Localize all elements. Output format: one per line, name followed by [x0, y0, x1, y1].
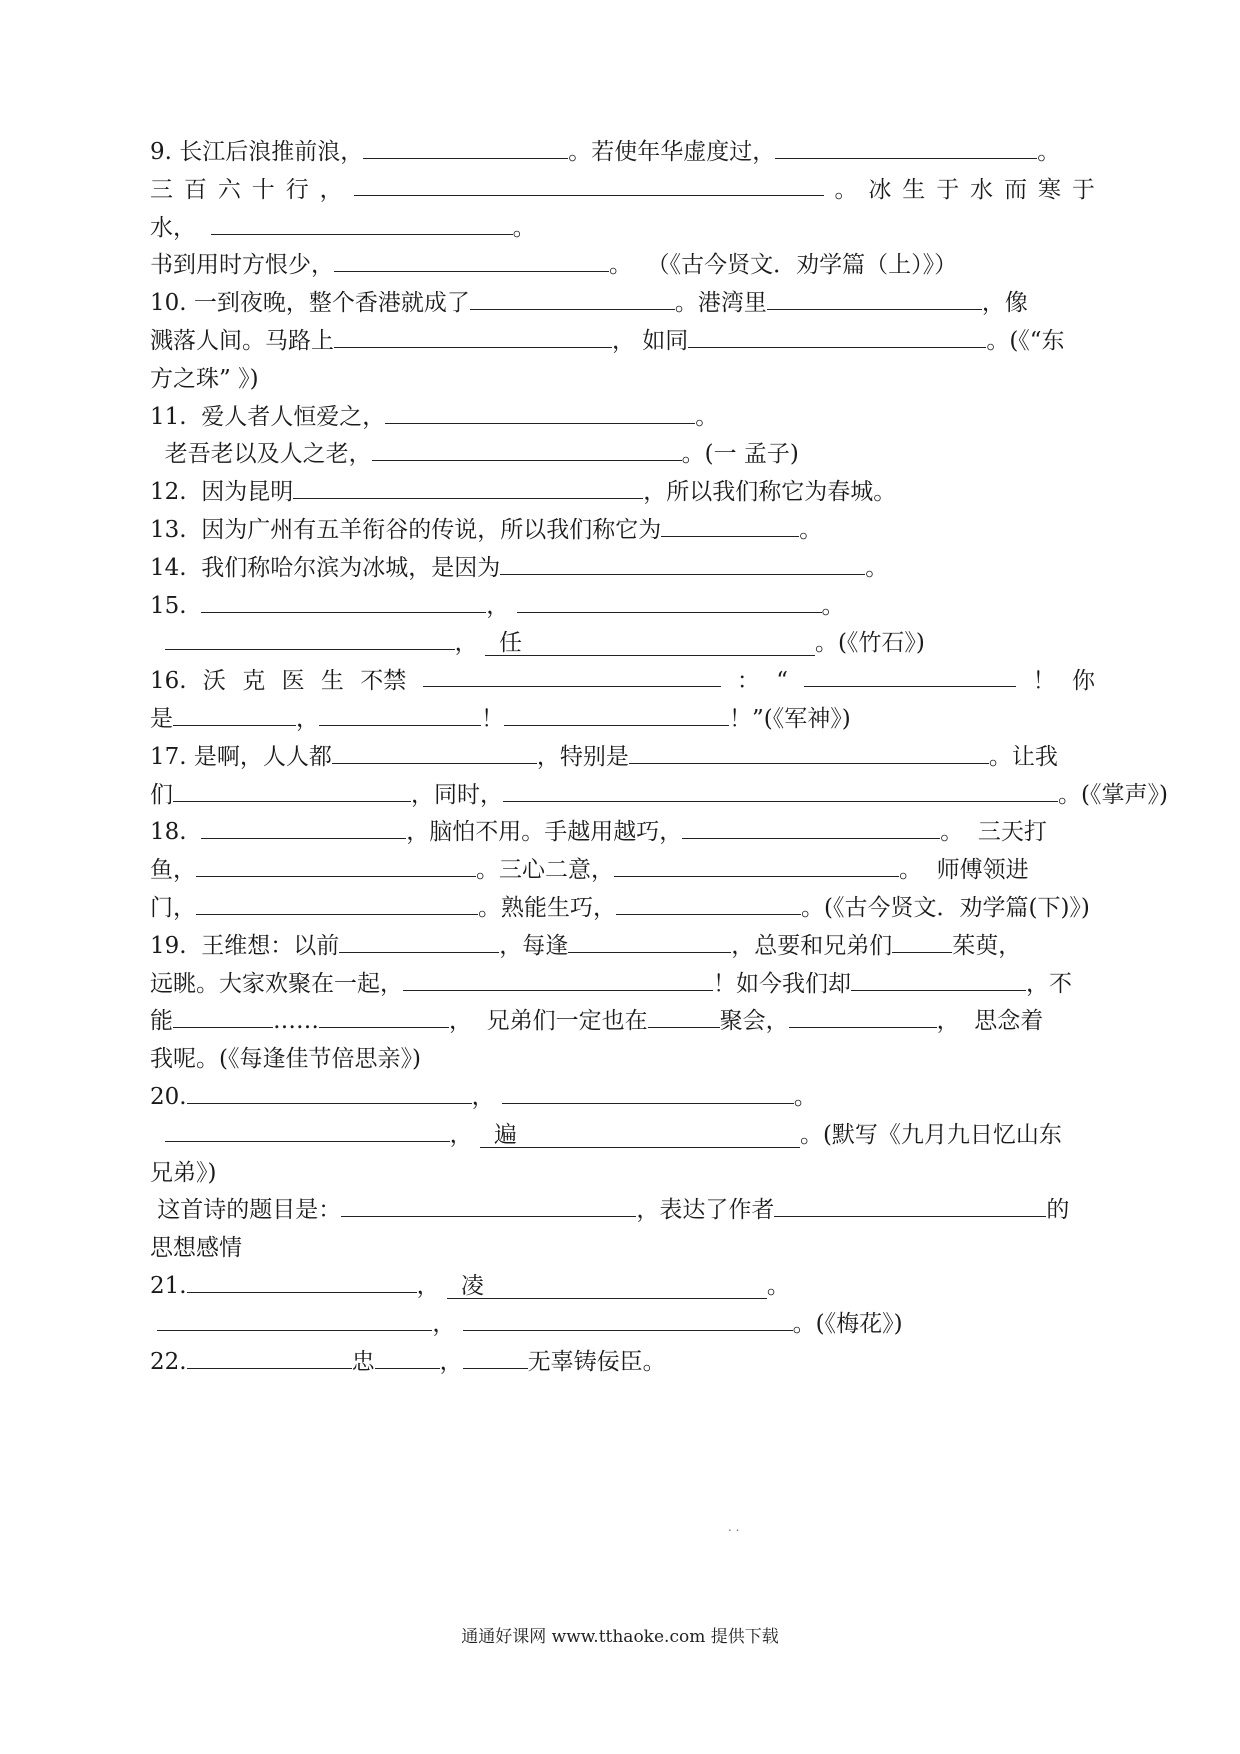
exercise-line — [150, 661, 1095, 701]
scan-dots: . . — [728, 1520, 740, 1534]
question-text: ， 思念着 — [936, 1008, 1044, 1035]
question-text: 。(一 孟子) — [681, 441, 799, 468]
question-text: 鱼， — [150, 857, 196, 884]
answer-blank[interactable] — [201, 813, 406, 839]
exercise-line — [150, 1001, 1095, 1041]
answer-blank[interactable] — [517, 587, 822, 613]
question-text: ，同时， — [411, 781, 503, 808]
exercise-line — [150, 208, 1095, 248]
answer-blank[interactable] — [173, 1002, 273, 1028]
question-text: 门， — [150, 895, 196, 921]
answer-blank[interactable] — [196, 851, 476, 877]
question-text: “ — [776, 668, 788, 695]
question-text: 是 — [150, 706, 173, 732]
question-text: 。 — [834, 176, 858, 203]
question-text: 思想感情 — [150, 1235, 242, 1262]
answer-blank[interactable] — [363, 133, 568, 159]
question-text: ， — [471, 1084, 502, 1110]
question-text: 15. — [150, 592, 202, 619]
question-text: ，表达了作者 — [636, 1197, 775, 1224]
question-text: ： — [736, 668, 760, 695]
question-text: ，所以我们称它为春城。 — [643, 479, 897, 506]
question-text: 。港湾里 — [674, 290, 767, 317]
exercise-line — [150, 623, 1095, 663]
exercise-line — [150, 397, 1095, 437]
question-text: ， — [486, 592, 517, 619]
exercise-line — [150, 926, 1095, 966]
answer-blank[interactable] — [463, 1343, 528, 1369]
exercise-line — [150, 434, 1095, 474]
answer-blank[interactable] — [372, 435, 682, 461]
question-text: 水， — [150, 214, 196, 241]
question-text: ， — [432, 1310, 463, 1337]
question-text: 水 — [970, 176, 994, 203]
question-text: 19. 王维想：以前 — [150, 932, 340, 959]
question-text: 寒 — [1037, 176, 1061, 203]
question-text: 。(《梅花》) — [792, 1310, 903, 1337]
question-text: 方之珠” 》) — [150, 365, 259, 392]
answer-blank[interactable] — [504, 700, 729, 726]
question-text: 三 — [150, 176, 173, 203]
question-text: ！ — [1032, 668, 1056, 695]
answer-blank[interactable] — [187, 1078, 472, 1104]
exercise-line — [150, 1228, 1095, 1268]
answer-blank[interactable] — [616, 889, 801, 915]
answer-blank[interactable] — [503, 776, 1058, 802]
question-text: 。 三天打 — [940, 819, 1047, 846]
question-text: 而 — [1004, 176, 1028, 203]
answer-blank[interactable] — [463, 1305, 793, 1331]
question-text: ，特别是 — [536, 743, 629, 770]
exercise-line — [150, 472, 1095, 512]
question-text: 16. — [150, 668, 187, 695]
question-text: 行 — [285, 176, 309, 203]
exercise-line — [150, 586, 1095, 626]
exercise-line — [150, 245, 1095, 285]
question-text: 生 — [902, 176, 926, 203]
question-text: ，像 — [981, 290, 1028, 317]
exercise-line — [150, 737, 1095, 777]
question-text: 沃 — [202, 668, 226, 695]
answer-blank[interactable] — [614, 851, 899, 877]
answer-blank[interactable]: 遍 — [480, 1122, 800, 1148]
question-text: 22. — [150, 1348, 187, 1375]
answer-blank[interactable] — [354, 170, 824, 196]
answer-blank[interactable] — [334, 246, 609, 272]
question-text: 冰 — [868, 176, 892, 203]
question-text: 13. 因为广州有五羊衔谷的传说，所以我们称它为 — [150, 517, 662, 543]
question-text: ！如今我们却 — [713, 970, 851, 997]
answer-blank[interactable] — [403, 965, 713, 991]
exercise-line — [150, 283, 1095, 323]
question-text — [150, 623, 165, 663]
question-text: ！ — [481, 706, 504, 732]
question-text: 。让我 — [988, 743, 1058, 770]
question-text: 茱萸， — [952, 932, 1022, 959]
answer-blank[interactable] — [423, 661, 721, 687]
question-text: 于 — [936, 176, 960, 203]
question-text: 21. — [150, 1273, 187, 1299]
answer-blank[interactable] — [500, 549, 865, 575]
question-text: 。 — [793, 1084, 817, 1110]
question-text: 兄弟》) — [150, 1159, 217, 1186]
answer-blank[interactable] — [339, 927, 499, 953]
question-text: 。 — [512, 214, 536, 241]
answer-blank[interactable] — [334, 322, 612, 348]
question-text: 六 — [217, 176, 241, 203]
answer-blank[interactable] — [341, 1191, 636, 1217]
exercise-line — [150, 1266, 1095, 1306]
question-text: 。 — [1037, 139, 1061, 165]
exercise-line — [150, 775, 1168, 815]
answer-blank[interactable] — [319, 1002, 449, 1028]
exercise-line — [150, 1342, 1095, 1382]
question-text: 于 — [1071, 176, 1095, 203]
question-text: 11. 爱人者人恒爱之， — [150, 403, 386, 430]
question-text: 这首诗的题目是： — [150, 1197, 342, 1224]
question-text: 。 — [865, 554, 889, 581]
question-text: ， — [439, 1348, 463, 1375]
page-footer: 通通好课网 www.tthaoke.com 提供下载 — [461, 1627, 779, 1647]
question-text: 9. 长江后浪推前浪， — [150, 139, 364, 165]
answer-blank[interactable] — [767, 284, 982, 310]
question-text — [150, 1115, 165, 1155]
question-text: 。若使年华虚度过， — [568, 139, 776, 165]
answer-blank[interactable] — [502, 1078, 794, 1104]
exercise-line — [150, 699, 1095, 739]
question-text: 。 — [799, 517, 823, 543]
answer-blank[interactable] — [196, 889, 478, 915]
question-text: 你 — [1071, 668, 1095, 695]
exercise-line — [150, 1304, 1095, 1344]
question-text: 。(《古今贤文．劝学篇(下)》) — [801, 895, 1090, 921]
question-text: 。(《竹石》) — [814, 630, 925, 657]
question-text: …… — [273, 1008, 319, 1035]
question-text: ，总要和兄弟们 — [731, 932, 893, 959]
exercise-line — [150, 888, 1095, 928]
question-text: 远眺。大家欢聚在一起， — [150, 970, 403, 997]
answer-blank[interactable] — [165, 624, 455, 650]
exercise-line — [150, 964, 1095, 1004]
answer-blank[interactable] — [470, 284, 675, 310]
question-text: 溅落人间。马路上 — [150, 328, 334, 354]
answer-blank[interactable] — [789, 1002, 937, 1028]
answer-blank[interactable] — [319, 700, 481, 726]
question-text: 。 — [695, 403, 719, 430]
question-text: ， — [319, 176, 343, 203]
exercise-line — [150, 359, 1095, 399]
question-text: ， — [296, 706, 319, 732]
answer-blank[interactable] — [187, 1343, 352, 1369]
question-text: 能 — [150, 1008, 173, 1035]
question-text: 。熟能生巧， — [478, 895, 616, 921]
exercise-line — [150, 321, 1095, 361]
answer-blank[interactable] — [892, 927, 952, 953]
question-text: 17. 是啊，人人都 — [150, 743, 332, 770]
answer-blank[interactable] — [851, 965, 1026, 991]
exercise-line — [150, 170, 1095, 210]
question-text: 。三心二意， — [476, 857, 614, 884]
answer-blank[interactable] — [688, 322, 986, 348]
answer-blank[interactable] — [568, 927, 731, 953]
exercise-line — [150, 1039, 1095, 1079]
answer-blank[interactable] — [332, 738, 537, 764]
question-text: 。(默写《九月九日忆山东 — [799, 1121, 1062, 1148]
exercise-line — [150, 132, 1095, 172]
question-text — [196, 208, 211, 248]
answer-blank[interactable] — [682, 813, 940, 839]
question-text: ，每逢 — [499, 932, 569, 959]
question-text: ， — [449, 1121, 480, 1148]
question-text: 不禁 — [360, 668, 407, 695]
question-text: ， — [416, 1273, 447, 1299]
exercise-line — [150, 850, 1095, 890]
answer-blank[interactable]: 任 — [485, 630, 815, 656]
question-text: 12. 因为昆明 — [150, 479, 294, 506]
answer-blank[interactable]: 凌 — [447, 1273, 767, 1299]
question-text: 们 — [150, 781, 173, 808]
question-text: 。(《掌声》) — [1058, 781, 1168, 808]
answer-blank[interactable] — [775, 133, 1037, 159]
question-text: 书到用时方恨少， — [150, 252, 334, 279]
answer-blank[interactable] — [293, 473, 643, 499]
answer-blank[interactable] — [211, 209, 513, 235]
question-text: ，脑怕不用。手越用越巧， — [406, 819, 683, 846]
question-text: 十 — [251, 176, 275, 203]
question-text: 的 — [1046, 1197, 1070, 1224]
question-text: 老吾老以及人之老， — [150, 441, 372, 468]
question-text: 医 — [281, 668, 305, 695]
question-text: 。 — [766, 1273, 790, 1299]
question-text: 忠 — [351, 1348, 375, 1375]
exercise-line — [150, 1190, 1095, 1230]
exercise-line — [150, 1115, 1095, 1155]
question-text: 生 — [320, 668, 344, 695]
question-text: 聚会， — [719, 1008, 789, 1035]
exercise-line — [150, 1153, 1095, 1193]
answer-blank[interactable] — [173, 700, 296, 726]
question-text: 18. — [150, 819, 202, 846]
answer-blank[interactable] — [648, 1002, 720, 1028]
answer-blank[interactable] — [187, 1267, 417, 1293]
question-text: 20. — [150, 1084, 187, 1110]
question-text: 14. 我们称哈尔滨为冰城，是因为 — [150, 554, 501, 581]
question-text: 。 师傅领进 — [899, 857, 1029, 884]
question-text: 无辜铸佞臣。 — [527, 1348, 666, 1375]
question-text: ！”(《军神》) — [729, 706, 851, 732]
answer-blank[interactable] — [165, 1116, 450, 1142]
answer-blank[interactable] — [661, 511, 799, 537]
question-text: ，不 — [1026, 970, 1072, 997]
question-text: ， 兄弟们一定也在 — [449, 1008, 648, 1035]
question-text: 百 — [183, 176, 207, 203]
answer-blank[interactable] — [385, 398, 695, 424]
question-text: 。(《“东 — [986, 328, 1065, 354]
exercise-line — [150, 510, 1095, 550]
answer-blank[interactable] — [774, 1191, 1046, 1217]
question-text — [150, 1304, 157, 1344]
answer-blank[interactable] — [157, 1305, 432, 1331]
question-text: 。 （《古今贤文．劝学篇（上）》） — [609, 252, 958, 279]
exercise-line — [150, 812, 1095, 852]
answer-blank[interactable] — [173, 776, 411, 802]
exercise-line — [150, 548, 1095, 588]
question-text: 我呢。(《每逢佳节倍思亲》) — [150, 1046, 421, 1073]
question-text: 。 — [821, 592, 845, 619]
answer-blank[interactable] — [804, 661, 1016, 687]
answer-blank[interactable] — [201, 587, 486, 613]
question-text: 克 — [242, 668, 266, 695]
answer-blank[interactable] — [375, 1343, 440, 1369]
answer-blank[interactable] — [629, 738, 989, 764]
question-text: ， 如同 — [612, 328, 689, 354]
question-text: 10. 一到夜晚，整个香港就成了 — [150, 290, 470, 317]
exercise-line — [150, 1077, 1095, 1117]
question-text: ， — [454, 630, 485, 657]
